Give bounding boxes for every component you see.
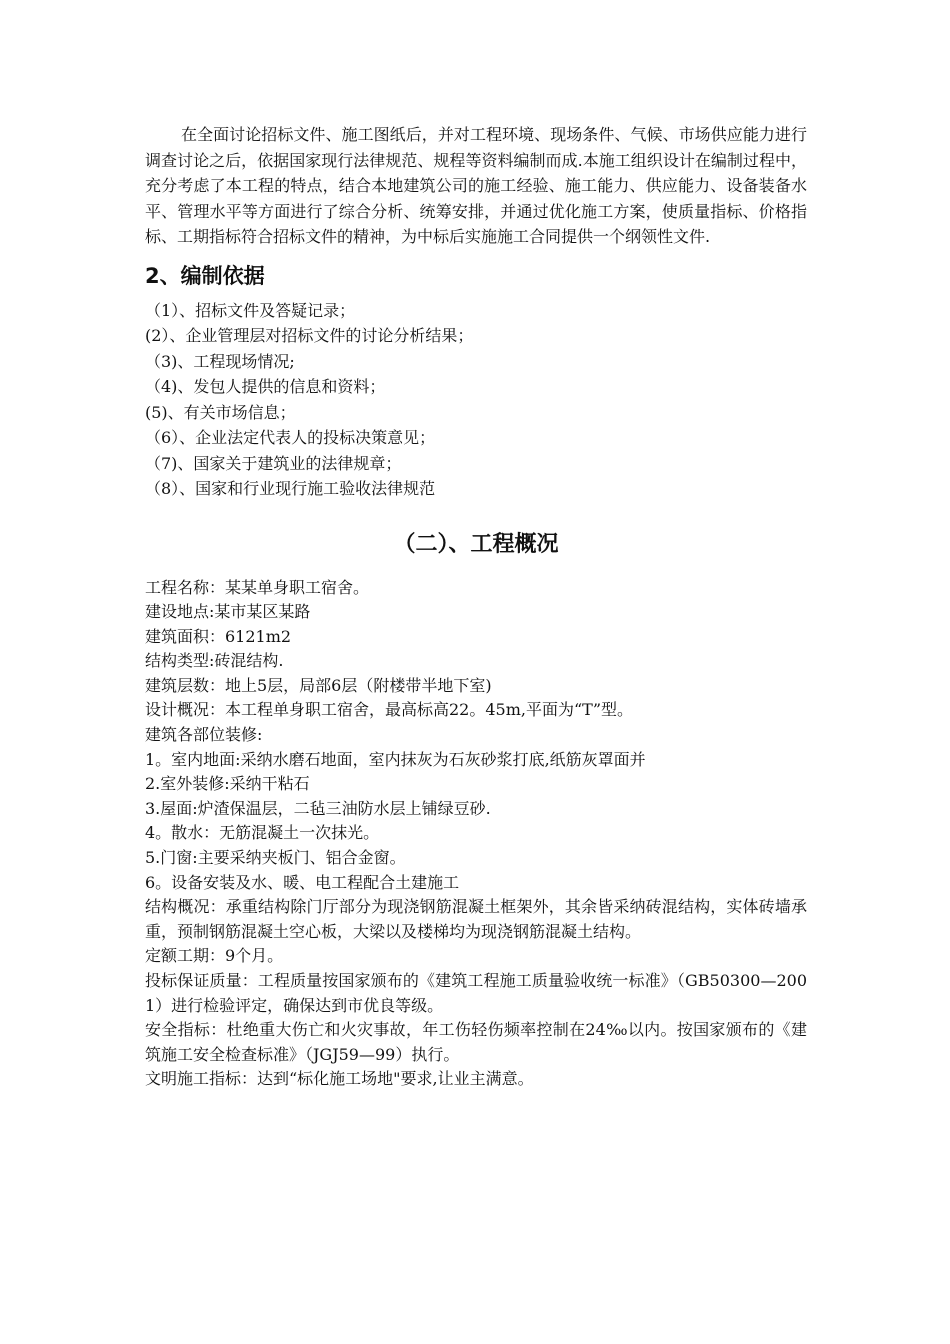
basis-item: （4)、发包人提供的信息和资料； [145, 377, 386, 396]
overview-line: 建筑面积：6121m2 [145, 626, 292, 646]
overview-line: 文明施工指标：达到“标化施工场地"要求,让业主满意。 [145, 1069, 534, 1089]
basis-item: (5)、有关市场信息； [145, 402, 296, 422]
overview-line: 2.室外装修:采纳干粘石 [145, 774, 310, 794]
section-heading-basis: 2、编制依据 [145, 263, 265, 288]
basis-item: （1）、招标文件及答疑记录； [145, 300, 356, 320]
overview-line: 5.门窗:主要采纳夹板门、铝合金窗。 [145, 848, 406, 868]
overview-body [145, 576, 807, 1092]
overview-line: 投标保证质量：工程质量按国家颁布的《建筑工程施工质量验收统一标准》（GB50300—2001）进行检验评定，确保达到市优良等级。 [145, 971, 807, 1015]
basis-item: （3)、工程现场情况; [145, 351, 295, 371]
overview-line: 建筑层数：地上5层，局部6层（附楼带半地下室) [145, 675, 492, 695]
basis-item: (2）、企业管理层对招标文件的讨论分析结果； [145, 326, 474, 345]
overview-line: 定额工期：9个月。 [145, 946, 284, 966]
overview-line: 结构类型:砖混结构. [145, 651, 284, 671]
document-page [145, 122, 807, 1092]
overview-line: 安全指标：杜绝重大伤亡和火灾事故，年工伤轻伤频率控制在24‰以内。按国家颁布的《建筑施工安全检查标准》（JGJ59—99）执行。 [145, 1020, 807, 1064]
overview-line: 工程名称：某某单身职工宿舍。 [145, 577, 370, 597]
overview-line: 结构概况：承重结构除门厅部分为现浇钢筋混凝土框架外，其余皆采纳砖混结构，实体砖墙承重，预制钢筋混凝土空心板，大梁以及楼梯均为现浇钢筋混凝土结构。 [145, 897, 807, 941]
overview-line: 建设地点:某市某区某路 [145, 602, 311, 622]
overview-line: 3.屋面:炉渣保温层，二毡三油防水层上铺绿豆砂. [145, 798, 491, 818]
overview-line: 建筑各部位装修: [145, 725, 263, 745]
basis-item: （7)、国家关于建筑业的法律规章； [145, 453, 402, 473]
overview-line: 1。室内地面:采纳水磨石地面，室内抹灰为石灰砂浆打底,纸筋灰罩面并 [145, 749, 646, 769]
basis-list [145, 298, 807, 502]
overview-line: 设计概况：本工程单身职工宿舍，最高标高22。45m,平面为“T”型。 [145, 700, 634, 720]
basis-item: （8）、国家和行业现行施工验收法律规范 [145, 479, 436, 498]
basis-item: （6）、企业法定代表人的投标决策意见； [145, 428, 436, 447]
overview-line: 6。设备安装及水、暖、电工程配合土建施工 [145, 872, 460, 892]
intro-paragraph: 在全面讨论招标文件、施工图纸后，并对工程环境、现场条件、气候、市场供应能力进行调查讨论之后，依据国家现行法律规范、规程等资料编制而成.本施工组织设计在编制过程中，充分考虑了本工程的特点，结合本地建筑公司的施工经验、施工能力、供应能力、设备装备水平、管理水平等方面进行了综合分析、统筹安排，并通过优化施工方案，使质量指标、价格指标、工期指标符合招标文件的精神，为中标后实施施工合同提供一个纲领性文件. [145, 125, 807, 246]
section-heading-overview: （二）、工程概况 [393, 531, 559, 557]
overview-line: 4。散水：无筋混凝土一次抹光。 [145, 823, 380, 843]
